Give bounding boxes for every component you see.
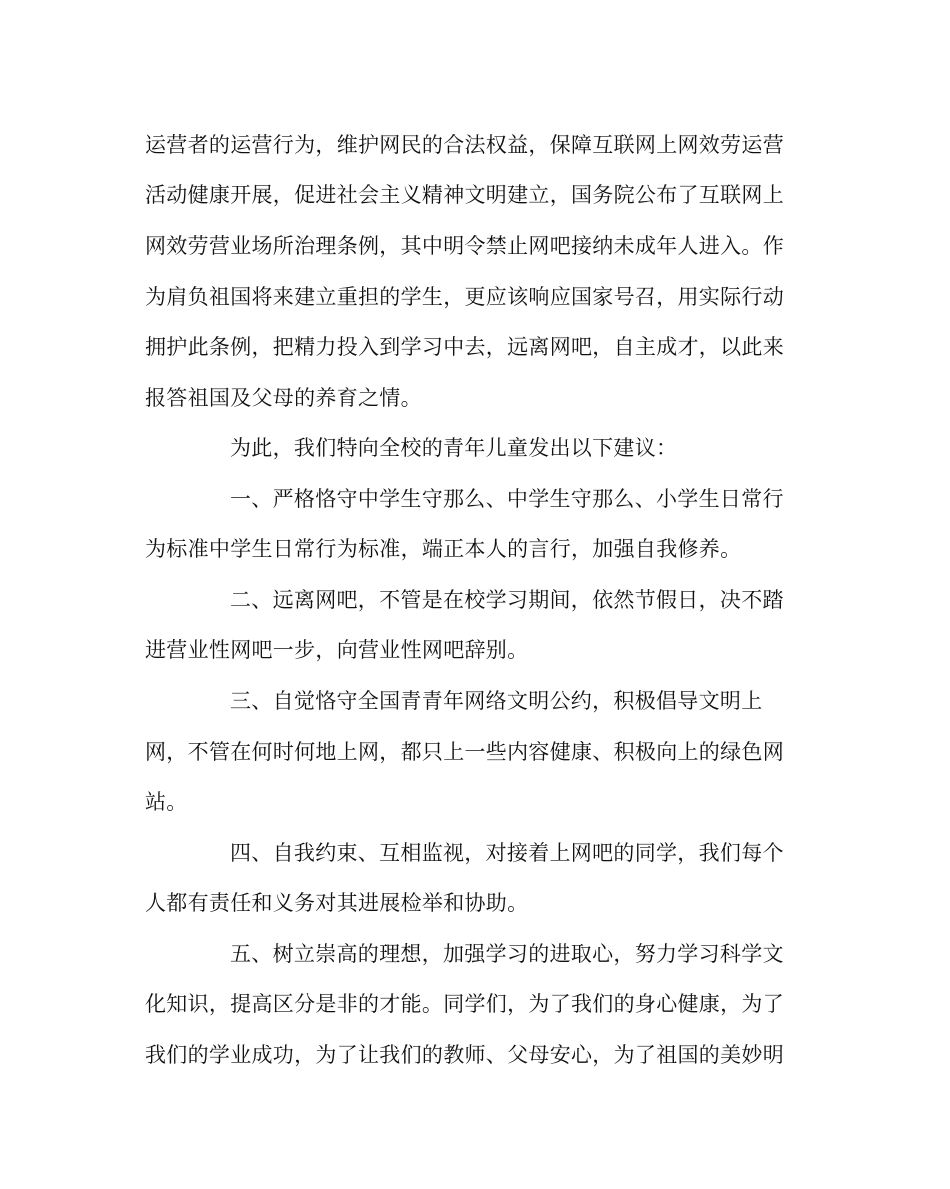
text-line: 报答祖国及父母的养育之情。: [145, 386, 422, 410]
text-line: 为标准中学生日常行为标准，端正本人的言行，加强自我修养。: [145, 537, 742, 561]
text-line: 我们的学业成功，为了让我们的教师、父母安心，为了祖国的美妙明: [145, 1043, 784, 1067]
text-line: 拥护此条例，把精力投入到学习中去，远离网吧，自主成才，以此来: [145, 335, 784, 359]
text-line: 一、严格恪守中学生守那么、中学生守那么、小学生日常行: [230, 487, 784, 511]
text-line: 四、自我约束、互相监视，对接着上网吧的同学，我们每个: [230, 841, 784, 865]
text-line: 为此，我们特向全校的青年儿童发出以下建议：: [230, 436, 678, 460]
text-line: 二、远离网吧，不管是在校学习期间，依然节假日，决不踏: [230, 588, 784, 612]
text-line: 站。: [145, 790, 188, 814]
text-line: 运营者的运营行为，维护网民的合法权益，保障互联网上网效劳运营: [145, 133, 784, 157]
text-line: 五、树立崇高的理想，加强学习的进取心，努力学习科学文: [230, 942, 784, 966]
text-line: 活动健康开展，促进社会主义精神文明建立，国务院公布了互联网上: [145, 183, 784, 207]
text-line: 为肩负祖国将来建立重担的学生，更应该响应国家号召，用实际行动: [145, 285, 784, 309]
text-line: 网效劳营业场所治理条例，其中明令禁止网吧接纳未成年人进入。作: [145, 234, 784, 258]
text-line: 三、自觉恪守全国青青年网络文明公约，积极倡导文明上: [230, 689, 763, 713]
text-line: 人都有责任和义务对其进展检举和协助。: [145, 891, 529, 915]
text-line: 进营业性网吧一步，向营业性网吧辞别。: [145, 638, 529, 662]
text-line: 网，不管在何时何地上网，都只上一些内容健康、积极向上的绿色网: [145, 740, 784, 764]
text-line: 化知识，提高区分是非的才能。同学们，为了我们的身心健康，为了: [145, 992, 784, 1016]
